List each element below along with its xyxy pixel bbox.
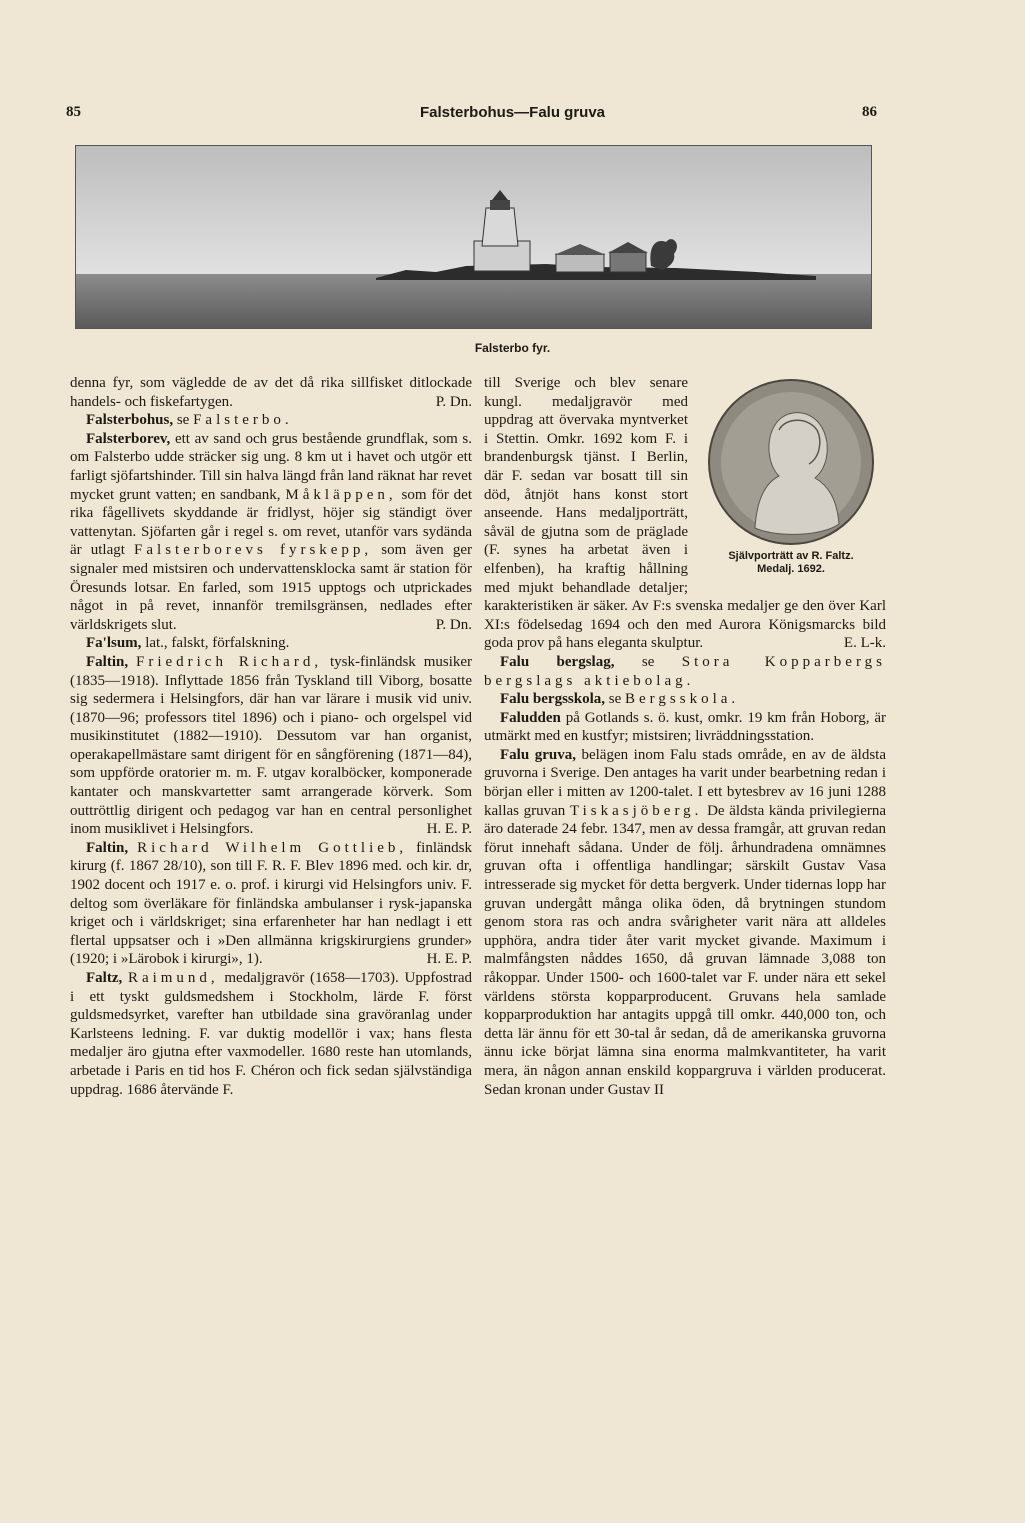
cross-reference-link[interactable]: Falsterbo.: [193, 412, 293, 429]
right-column: [484, 374, 886, 1099]
medal-caption-line2: Medalj. 1692.: [757, 563, 825, 575]
signature: H. E. P.: [426, 951, 472, 968]
left-page-number: 85: [66, 104, 81, 120]
entry-falu-bergsskola: Falu bergsskola, se Bergsskola.: [500, 691, 740, 708]
right-page-number: 86: [862, 104, 877, 120]
entry-falsum: Fa'lsum, lat., falskt, förfalskning.: [86, 635, 290, 652]
running-title: Falsterbohus—Falu gruva: [419, 104, 606, 121]
signature: P. Dn.: [435, 616, 472, 633]
entry-falu-bergslag: Falu bergslag, se Stora Kopparbergs bergslags aktiebolag.: [484, 653, 886, 689]
cross-reference-link[interactable]: Stora Kopparbergs bergslags aktiebolag.: [484, 653, 886, 689]
entry-faltz-continued: till Sverige och blev senare kungl. medaljgravör med uppdrag att övervaka myntverket i Stettin. Omkr. 1692 kom F. i brandenburgsk tjänst. I Berlin, där F. sedan var bosatt till sin död, åtnjöt hans konst stort anseende. Hans medaljporträtt, såväl de gjutna som de präglade (F. synes ha arbetat även i elfenben), ha kraftig hållning med mjukt behandlade detaljer; karakteristiken är säker. Av F:s svenska medaljer ge den över Karl XI:s födelsedag 1694 och den med Aurora Königsmarcks bild goda prov på hans eleganta skulptur. E. L-k.: [484, 375, 886, 652]
entry-falsterbo-continued: denna fyr, som vägledde de av det då rika sillfisket ditlockade handels- och fiskefartygen. P. Dn.: [70, 375, 472, 410]
left-column: [70, 374, 472, 1099]
photo-caption: Falsterbo fyr.: [474, 341, 551, 355]
lighthouse-photo: [75, 145, 872, 329]
entry-falsterbohus: Falsterbohus, se Falsterbo.: [86, 412, 293, 429]
signature: H. E. P.: [426, 821, 472, 838]
entry-falsterborev: Falsterborev, ett av sand och grus bestående grundflak, som s. om Falsterbo udde sträcker sig ung. 8 km ut i havet och utgör ett farligt sjöfartshinder. Till sin halva längd från land räknat har revet mycket grunt vatten; en sandbank, Måkläppen, som för det rika fågellivets skyddande är fridlyst, höjer sig ständigt över vattenytan. Sjöfarten går i regel s. om revet, utanför vars sydända är utlagt Falsterborevs fyrskepp, som även ger signaler med mistsiren och undervattensklocka samt är station för Öresunds lotsar. En farled, som 1915 upptogs och utprickades något in på revet, innanför tremilsgränsen, nedlades efter världskrigets slut. P. Dn.: [70, 430, 472, 633]
cross-reference-link[interactable]: Bergsskola.: [625, 691, 740, 708]
signature: E. L-k.: [843, 635, 886, 652]
entry-faltin-richard: Faltin, Richard Wilhelm Gottlieb, finländsk kirurg (f. 1867 28/10), son till F. R. F. Blev 1896 med. och kir. dr, 1902 docent och 1917 e. o. prof. i kirurgi vid Helsingfors univ. F. deltog som överläkare för finländska ambulanser i rysk-japanska kriget och i världskriget; sina erfarenheter har han nedlagt i ett flertal uppsatser och i »Den allmänna krigskirurgiens grunder» (1920; i »Lärobok i kirurgi», 1). H. E. P.: [70, 839, 472, 968]
entry-falu-gruva: Falu gruva, belägen inom Falu stads område, en av de äldsta gruvorna i Sverige. Den antages ha varit under bearbetning redan i början eller i mitten av 1200-talet. I ett bytesbrev av 16 juni 1288 kallas gruvan Tiskasjöberg. De äldsta kända privilegierna äro daterade 24 febr. 1347, men av dessa framgår, att gruvan redan förut innehaft sådana. Under de följ. århundradena omnämnes gruvan ofta i offentliga handlingar; särskilt Gustav Vasa intresserade sig mycket för detta bergverk. Under tidernas lopp har gruvan undergått många olika öden, då brytningen stundom genom stora ras och andra svårigheter varit nära att alldeles upphöra, andra tider åter varit mycket givande. Maximum i malmfångsten nåddes 1650, då gruvan lämnade 3,088 ton råkoppar. Under 1500- och 1600-talet var F. under nära ett sekel världens största kopparproducent. Gruvans hela samlade kopparproduktion har antagits uppgå till omkr. 440,000 ton, och detta lär ännu för ett 30-tal år sedan, då de amerikanska gruvorna ännu icke börjat lämna sina enorma malmkvantiteter, ha varit mera, än någon annan enskild koppargruva i världen producerat. Sedan kronan under Gustav II: [484, 746, 887, 1098]
entry-faltin-friedrich: Faltin, Friedrich Richard, tysk-finländsk musiker (1835—1918). Inflyttade 1856 från Tyskland till Viborg, bosatte sig sedermera i Helsingfors, där han var lärare i musik vid univ. (1870—96; professors titel 1896) och i piano- och orgelspel vid musikinstitutet (1882—1910). Dessutom var han organist, operakapellmästare samt dirigent för en sångförening (1871—84), som uppförde oratorier m. m. F. utgav koralböcker, komponerade kantater och manskvartetter samt arrangerade körverk. Som outtröttlig dirigent och pedagog var han en central personlighet inom musiklivet i Helsingfors. H. E. P.: [70, 653, 473, 838]
entry-faludden: Faludden på Gotlands s. ö. kust, omkr. 19 km från Hoborg, är utmärkt med en kustfyr; mistsiren; livräddningsstation.: [484, 709, 886, 745]
medal-caption-line1: Självporträtt av R. Faltz.: [728, 550, 854, 562]
entry-faltz: Faltz, Raimund, medaljgravör (1658—1703). Uppfostrad i ett tyskt guldsmedshem i Stockholm, lärde F. först guldsmedsyrket, varefter han utbildade sina gravöranlag under Karlsteens ledning. F. var duktig modellör i vax; hans flesta medaljer äro gjutna efter vaxmodeller. 1680 reste han utomlands, arbetade i Paris en tid hos F. Chéron och fick sedan självständiga uppdrag. 1686 återvände F.: [70, 970, 472, 1098]
medal-portrait-image: [707, 378, 875, 546]
signature: P. Dn.: [435, 393, 472, 410]
medal-figure: [696, 378, 886, 576]
